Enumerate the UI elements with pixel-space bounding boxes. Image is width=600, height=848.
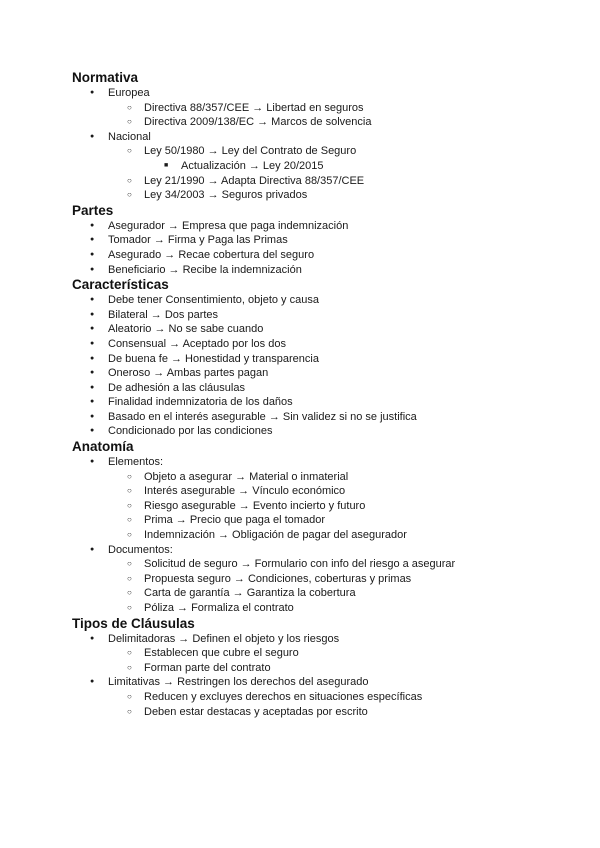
document-page — [0, 70, 600, 719]
partes-list — [0, 219, 600, 277]
section-heading-anatomia: Anatomía — [72, 439, 134, 455]
list-item: ○ Interés asegurable → Vínculo económico — [0, 484, 600, 499]
anatomia-list — [0, 455, 600, 616]
list-item: ○ Objeto a asegurar → Material o inmaterial — [0, 470, 600, 485]
list-item: ○ Establecen que cubre el seguro — [0, 646, 600, 661]
list-item: ● Limitativas → Restringen los derechos del asegurado ○ Reducen y excluyes derechos en situaciones específicas ○ Deben estar destacas y aceptadas por escrito — [0, 675, 600, 719]
list-item: ● Finalidad indemnizatoria de los daños — [0, 395, 600, 410]
list-item: ○ Póliza → Formaliza el contrato — [0, 601, 600, 616]
list-item: ● Elementos: ○ Objeto a asegurar → Material o inmaterial ○ Interés asegurable → Vínculo económico ○ Riesgo asegurable → Evento incierto y futuro ○ Prima → Precio que paga el tomador ○ Indemnización → Obligación de pagar del asegurador — [0, 455, 600, 543]
caracteristicas-list — [0, 293, 600, 439]
list-item: ● De adhesión a las cláusulas — [0, 381, 600, 396]
list-item: ● Documentos: ○ Solicitud de seguro → Formulario con info del riesgo a asegurar ○ Propuesta seguro → Condiciones, coberturas y primas ○ Carta de garantía → Garantiza la cobertura ○ Póliza → Formaliza el contrato — [0, 543, 600, 616]
list-item: ● Asegurado → Recae cobertura del seguro — [0, 248, 600, 263]
list-item: ○ Riesgo asegurable → Evento incierto y futuro — [0, 499, 600, 514]
list-item: ● Oneroso → Ambas partes pagan — [0, 366, 600, 381]
list-item: ○ Reducen y excluyes derechos en situaciones específicas — [0, 690, 600, 705]
list-item: ● Beneficiario → Recibe la indemnización — [0, 263, 600, 278]
list-item: ● Bilateral → Dos partes — [0, 308, 600, 323]
list-item: ● Aleatorio → No se sabe cuando — [0, 322, 600, 337]
list-item: ● Delimitadoras → Definen el objeto y los riesgos ○ Establecen que cubre el seguro ○ Forman parte del contrato — [0, 632, 600, 676]
list-item: ● Tomador → Firma y Paga las Primas — [0, 233, 600, 248]
list-item: ○ Indemnización → Obligación de pagar del asegurador — [0, 528, 600, 543]
section-heading-normativa: Normativa — [72, 70, 139, 85]
list-item: ○ Deben estar destacas y aceptadas por escrito — [0, 705, 600, 720]
list-item: ● Nacional ○ Ley 50/1980 → Ley del Contrato de Seguro ■ Actualización → Ley 20/2015 ○ Ley 21/1990 → Adapta Directiva 88/357/CEE ○ Ley 34/2003 → Seguros privados — [0, 130, 600, 203]
list-item: ○ Ley 34/2003 → Seguros privados — [0, 188, 600, 203]
list-item: ● Basado en el interés asegurable → Sin validez si no se justifica — [0, 410, 600, 425]
section-heading-caracteristicas: Características — [72, 277, 169, 293]
list-item: ○ Carta de garantía → Garantiza la cobertura — [0, 586, 600, 601]
list-item: ○ Ley 21/1990 → Adapta Directiva 88/357/CEE — [0, 174, 600, 189]
list-item: ○ Forman parte del contrato — [0, 661, 600, 676]
list-item: ○ Prima → Precio que paga el tomador — [0, 513, 600, 528]
normativa-list — [0, 86, 600, 203]
section-heading-partes: Partes — [72, 202, 114, 218]
list-item: ○ Propuesta seguro → Condiciones, coberturas y primas — [0, 572, 600, 587]
list-item: ○ Directiva 2009/138/EC → Marcos de solvencia — [0, 115, 600, 130]
list-item: ● Debe tener Consentimiento, objeto y causa — [0, 293, 600, 308]
clausulas-list — [0, 632, 600, 720]
list-item: ○ Directiva 88/357/CEE → Libertad en seguros — [0, 101, 600, 116]
list-item: ● Asegurador → Empresa que paga indemnización — [0, 219, 600, 234]
list-item: ● Consensual → Aceptado por los dos — [0, 337, 600, 352]
list-item: ○ Solicitud de seguro → Formulario con info del riesgo a asegurar — [0, 557, 600, 572]
list-item: ● Europea ○ Directiva 88/357/CEE → Libertad en seguros ○ Directiva 2009/138/EC → Marcos de solvencia — [0, 86, 600, 130]
section-heading-tipos-de-clausulas: Tipos de Cláusulas — [72, 615, 195, 631]
list-item: ● Condicionado por las condiciones — [0, 424, 600, 439]
list-item: ■ Actualización → Ley 20/2015 — [0, 159, 600, 174]
list-item: ● De buena fe → Honestidad y transparencia — [0, 352, 600, 367]
list-item: ○ Ley 50/1980 → Ley del Contrato de Seguro ■ Actualización → Ley 20/2015 — [0, 144, 600, 173]
